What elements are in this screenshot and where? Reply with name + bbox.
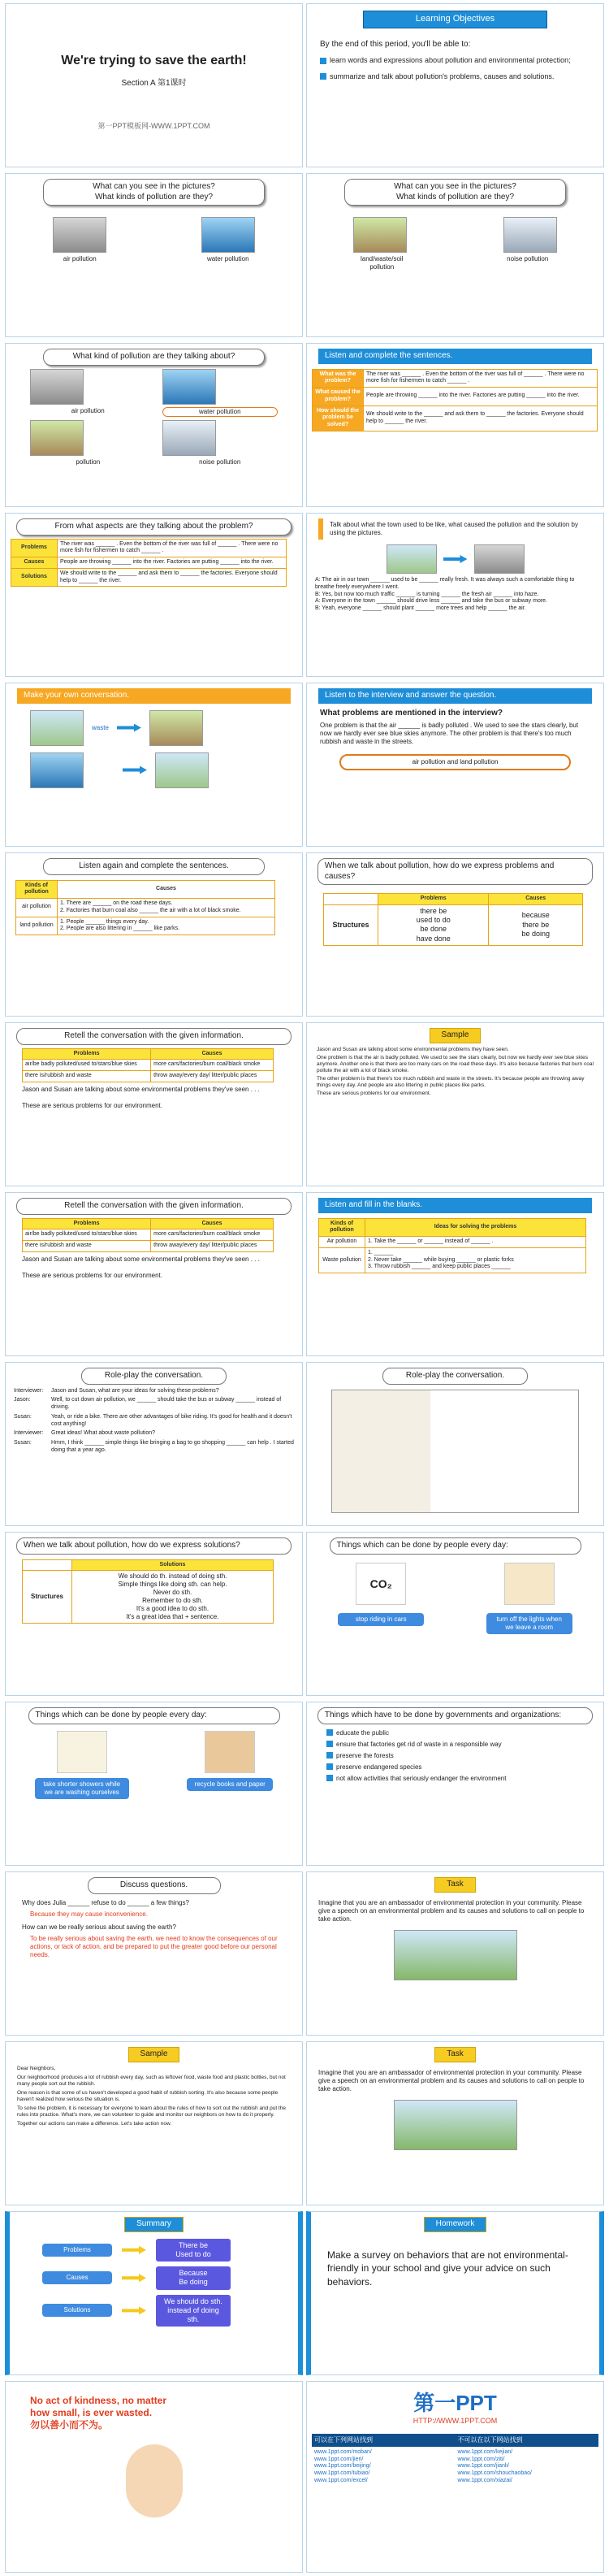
site-link[interactable]: www.1ppt.com/excel/ <box>314 2477 368 2483</box>
question: What problems are mentioned in the interview? <box>320 708 503 718</box>
cartoon-girl-image <box>126 2444 183 2517</box>
slide-listen-complete <box>306 343 604 507</box>
slide-objectives <box>306 3 604 167</box>
slide-roleplay-1 <box>5 1362 303 1526</box>
retell-table: Problems Causes air/be badly polluted/used to/stars/blue skies more cars/factories/burn coal/black smoke there is/rubbish and waste throw away/every day/ litter/public places <box>22 1048 274 1082</box>
site-link[interactable]: www.1ppt.com/moban/ <box>314 2448 372 2455</box>
slide-listen-again <box>5 852 303 1017</box>
slide-governments: Things which have to be done by governments and organizations: educate the public ensure that factories get rid of waste in a responsible way preserve the forests preserve endangered species not allow activities that seriously endanger the environment <box>306 1702 604 1866</box>
slide-pictures-2 <box>306 173 604 337</box>
picture-card: water pollution <box>162 369 279 417</box>
books-icon <box>205 1731 255 1773</box>
bullet-icon <box>326 1763 333 1770</box>
slide-retell-2: Retell the conversation with the given information. Problems Causes air/be badly polluted/used to/stars/blue skies more cars/factories/burn coal/black smoke there is/rubbish and waste throw away/every day/ litter/public places Jason and Susan are talking about some environmental problems they've seen . . . These are serious problems for our environment. <box>5 1192 303 1356</box>
site-link[interactable]: www.1ppt.com/jianli/ <box>457 2463 509 2470</box>
site-link[interactable]: www.1ppt.com/xiazai/ <box>457 2477 512 2483</box>
bullet-icon <box>326 1752 333 1759</box>
shower-icon <box>57 1731 107 1773</box>
slide-task-1: Task Imagine that you are an ambassador of environmental protection in your community. Please give a speech on an environmental problem and its causes and solutions to call on people to take action. <box>306 1871 604 2036</box>
roleplay-dialogue: Interviewer: Jason and Susan, what are your ideas for solving these problems? Jason: Well, to cut down air pollution, we ______ should take the bus or subway ______ instead of driving. Susan: Yeah, or ride a bike. There are other advantages of bike riding. It's good for health and it doesn't cost anything! Interviewer: Great ideas! What about waste pollution? Susan: Hmm, I think ______ simple things like bringing a bag to go shopping ______ can help . I started doing that a year ago. <box>14 1387 294 1453</box>
river-scene-image <box>394 2100 517 2150</box>
picture-card: land/waste/soil pollution <box>353 217 410 271</box>
site-url: HTTP://WWW.1PPT.COM <box>412 2416 498 2425</box>
bullet-icon <box>320 58 326 64</box>
answer-tag: air pollution and land pollution <box>339 754 571 770</box>
site-logo: 第一PPT <box>413 2391 497 2415</box>
slide-kinds <box>5 343 303 507</box>
aspects-table: Problems The river was ______ . Even the bottom of the river was full of ______ . There were no more fish for fishermen to catch ______ . Causes People are throwing ______ into the river. Factories are putting ______ into the river. Solutions We should write to the ______ and ask them to ______ the factories. Everyone should help to ______ the river. <box>11 539 287 588</box>
retell-table: Problems Causes air/be badly polluted/used to/stars/blue skies more cars/factories/burn coal/black smoke there is/rubbish and waste throw away/every day/ litter/public places <box>22 1218 274 1252</box>
question-pill: Things which can be done by people every day: <box>330 1537 581 1555</box>
objectives-lead: By the end of this period, you'll be able to: <box>320 39 471 49</box>
site-link[interactable]: www.1ppt.com/kejian/ <box>457 2448 513 2455</box>
question-pill: Role-play the conversation. <box>81 1368 227 1385</box>
tip-button: take shorter showers while we are washing ourselves <box>35 1778 129 1799</box>
slide-retell-1: Retell the conversation with the given information. Problems Causes air/be badly polluted/used to/stars/blue skies more cars/factories/burn coal/black smoke there is/rubbish and waste throw away/every day/ litter/public places Jason and Susan are talking about some environmental problems they've seen . . . These are serious problems for our environment. <box>5 1022 303 1186</box>
task-tag: Task <box>434 2047 476 2062</box>
slide-everyday-2 <box>5 1702 303 1866</box>
bullet-icon <box>326 1729 333 1736</box>
picture-card: noise pollution <box>162 420 279 466</box>
arrow-icon <box>443 555 468 563</box>
slide-sample-1 <box>306 1022 604 1186</box>
instruction-bar: Listen and complete the sentences. <box>318 349 592 364</box>
site-link[interactable]: www.1ppt.com/tubiao/ <box>314 2470 370 2476</box>
site-link[interactable]: www.1ppt.com/jieri/ <box>314 2456 364 2462</box>
question-pill: What can you see in the pictures? What kinds of pollution are they? <box>344 179 567 206</box>
slide-own-conversation: Make your own conversation. waste <box>5 683 303 847</box>
instruction-bar: Listen and fill in the blanks. <box>318 1198 592 1213</box>
river-scene-image <box>394 1930 517 1980</box>
river-image <box>201 217 255 253</box>
question-pill: What can you see in the pictures? What kinds of pollution are they? <box>43 179 266 206</box>
slide-quote: No act of kindness, no matter how small, is ever wasted. 勿以善小而不为。 <box>5 2381 303 2573</box>
sample-text: Jason and Susan are talking about some environmental problems they have seen. One problem is that the air is badly polluted. We used to see the stars clearly, but now we hardly ever see blue skies anymore. Another one is that there are too many cars on the road these days. It's also because factories that burn coal pollute the air with a lot of black smoke. The other problem is that there's too much rubbish and waste in the streets. It's because people are throwing away things every day. And people are also littering in public places like parks. These are serious problems for our environment. <box>317 1046 594 1097</box>
question-pill: Listen again and complete the sentences. <box>43 858 266 875</box>
objective-item: summarize and talk about pollution's problems, causes and solutions. <box>320 72 590 81</box>
ideas-table: Kinds of pollution Ideas for solving the problems Air pollution 1. Take the ______ or ______ instead of ______ . Waste pollution 1. ______ 2. Never take ______ while buying ______ or plastic forks 3. Throw rubbish ______ and keep public places ______ <box>318 1218 586 1274</box>
objective-item: learn words and expressions about pollution and environmental protection; <box>320 56 590 65</box>
slide-everyday-1 <box>306 1532 604 1696</box>
footer-site: 第一PPT模板网-WWW.1PPT.COM <box>97 121 210 130</box>
picture-card: noise pollution <box>503 217 557 271</box>
question-pill: Things which have to be done by governments and organizations: <box>317 1707 593 1724</box>
question-pill: Role-play the conversation. <box>382 1368 528 1385</box>
light-switch-icon <box>504 1563 555 1605</box>
slide-roleplay-2 <box>306 1362 604 1526</box>
textbook-page-image <box>331 1390 579 1513</box>
deck-title: We're trying to save the earth! <box>61 54 247 67</box>
slide-discuss: Discuss questions. Why does Julia ______ refuse to do ______ a few things? Because they may cause inconvenience. How can we be really serious about saving the earth? To be really serious about saving the earth, we need to know the consequences of our actions, or lack of action, and be prepared to put the greater good before our personal needs. <box>5 1871 303 2036</box>
instruction-bar: Listen to the interview and answer the question. <box>318 688 592 704</box>
factory-image <box>53 217 106 253</box>
objectives-header: Learning Objectives <box>363 11 547 28</box>
town-before-image <box>387 544 437 574</box>
bullet-icon <box>326 1775 333 1781</box>
question-pill: From what aspects are they talking about the problem? <box>16 518 292 536</box>
slide-talk-town <box>306 513 604 677</box>
picture-card: pollution <box>30 420 146 466</box>
question-pill: Things which can be done by people every day: <box>28 1707 280 1724</box>
tip-button: recycle books and paper <box>187 1778 273 1791</box>
answer-text: One problem is that the air ______ is badly polluted . We used to see the stars clearly, but now we hardly ever see blue skies anymore. The other problem is that there's too much rubbish and waste in the streets. <box>320 722 579 745</box>
listen-table: What was the problem? The river was ______ . Even the bottom of the river was full of ______ . There were no more fish for fishermen to catch ______ . What caused the problem? People are throwing ______ into the river. Factories are putting ______ into the river. How should the problem be solved? We should write to the ______ and ask them to ______ the factories. Everyone should help to ______ the river. <box>312 369 598 432</box>
arrow-icon <box>123 766 147 774</box>
arrow-icon <box>122 2306 146 2314</box>
question-pill: Retell the conversation with the given information. <box>16 1198 292 1215</box>
site-link[interactable]: www.1ppt.com/beijing/ <box>314 2463 371 2470</box>
slide-pictures-1 <box>5 173 303 337</box>
bullet-icon <box>320 73 326 80</box>
tip-button: stop riding in cars <box>338 1613 424 1626</box>
sample-tag: Sample <box>128 2047 180 2062</box>
slide-task-2: Task Imagine that you are an ambassador of environmental protection in your community. Please give a speech on an environmental problem and its causes and solutions to call on people to take action. <box>306 2041 604 2205</box>
causes-table: Kinds of pollution Causes air pollution 1. There are ______ on the road these days. 2. Factories that burn coal also ______ the air with a lot of black smoke. land pollution 1. People ______ things every day. 2. People are also littering in ______ like parks. <box>15 880 275 936</box>
instruction-bar: Make your own conversation. <box>17 688 291 704</box>
sample-tag: Sample <box>430 1028 482 1043</box>
structures-table: Problems Causes Structures there be used to do be done have done because there be be doing <box>323 893 583 946</box>
question-pill: When we talk about pollution, how do we express solutions? <box>16 1537 292 1555</box>
picture-card: water pollution <box>201 217 255 263</box>
site-link[interactable]: www.1ppt.com/shouchaobao/ <box>457 2470 532 2476</box>
arrow-icon <box>122 2246 146 2254</box>
question-pill: Discuss questions. <box>88 1877 221 1894</box>
slide-interview <box>306 683 604 847</box>
deck-subtitle: Section A 第1课时 <box>121 79 187 88</box>
slide-ad: 第一PPT HTTP://WWW.1PPT.COM 可以在下列网站找到 不可以在以下网站找到 www.1ppt.com/moban/ www.1ppt.com/jieri/ www.1ppt.com/beijing/ www.1ppt.com/tubiao/ www.1ppt.com/excel/ www.1ppt.com/kejian/ www.1ppt.com/ziti/ www.1ppt.com/jianli/ www.1ppt.com/shouchaobao/ www.1ppt.com/xiazai/ <box>306 2381 604 2573</box>
question-pill: When we talk about pollution, how do we express problems and causes? <box>317 858 593 885</box>
task-tag: Task <box>434 1877 476 1893</box>
solutions-table: Solutions Structures We should do th. instead of doing sth. Simple things like doing sth. can help. Never do sth. Remember to do sth. It's a good idea to do sth. It's a great idea that + sentence. <box>22 1559 274 1624</box>
slide-aspects <box>5 513 303 677</box>
site-link[interactable]: www.1ppt.com/ziti/ <box>457 2456 505 2462</box>
instruction-bar: Talk about what the town used to be like, what caused the pollution and the solution by using the pictures. <box>318 518 592 540</box>
dialogue: A: The air in our town ______ used to be ______ really fresh. It was always such a comfortable thing to breathe freely everywhere I went. B: Yes, but now too much traffic ______ is turning ______ the fresh air ______ into haze. A: Everyone in the town ______ should drive less ______ and take the bus or subway more. B: Yeah, everyone ______ should plant ______ more trees and help ______ the air. <box>315 577 575 611</box>
slide-summary: Summary Problems There be Used to do Causes Because Be doing Solutions We should do sth. instead of doing sth. <box>5 2211 303 2375</box>
question-pill: What kind of pollution are they talking about? <box>43 349 266 366</box>
slide-title <box>5 3 303 167</box>
arrow-icon <box>117 724 141 732</box>
picture-card: air pollution <box>30 369 146 417</box>
tip-button: turn off the lights when we leave a room <box>486 1613 572 1634</box>
landfill-image <box>353 217 407 253</box>
slide-express-problems <box>306 852 604 1017</box>
picture-card: air pollution <box>53 217 106 263</box>
summary-tag: Summary <box>124 2217 184 2232</box>
bullet-icon <box>326 1741 333 1747</box>
homework-tag: Homework <box>424 2217 487 2232</box>
arrow-icon <box>122 2274 146 2282</box>
slide-sample-2: Sample Dear Neighbors, Our neighborhood produces a lot of rubbish every day, such as leftover food, waste food and plastic bottles, but not many people sort out the rubbish. One reason is that some of us haven't developed a good habit of rubbish sorting. It's also because some people haven't realized how serious the situation is. To solve the problem, it is necessary for everyone to learn about the rules of how to sort out the rubbish and put the rules into practice. What's more, we can volunteer to guide and monitor our neighbors on how to do it properly. Together our actions can make a difference. Let's take action now. <box>5 2041 303 2205</box>
slide-homework: Homework Make a survey on behaviors that are not environmental-friendly in your school and give your advice on such behaviors. <box>306 2211 604 2375</box>
traffic-image <box>503 217 557 253</box>
town-after-image <box>474 544 525 574</box>
slide-fill-blanks <box>306 1192 604 1356</box>
slide-express-solutions <box>5 1532 303 1696</box>
question-pill: Retell the conversation with the given information. <box>16 1028 292 1045</box>
co2-car-icon: CO₂ <box>356 1563 406 1605</box>
